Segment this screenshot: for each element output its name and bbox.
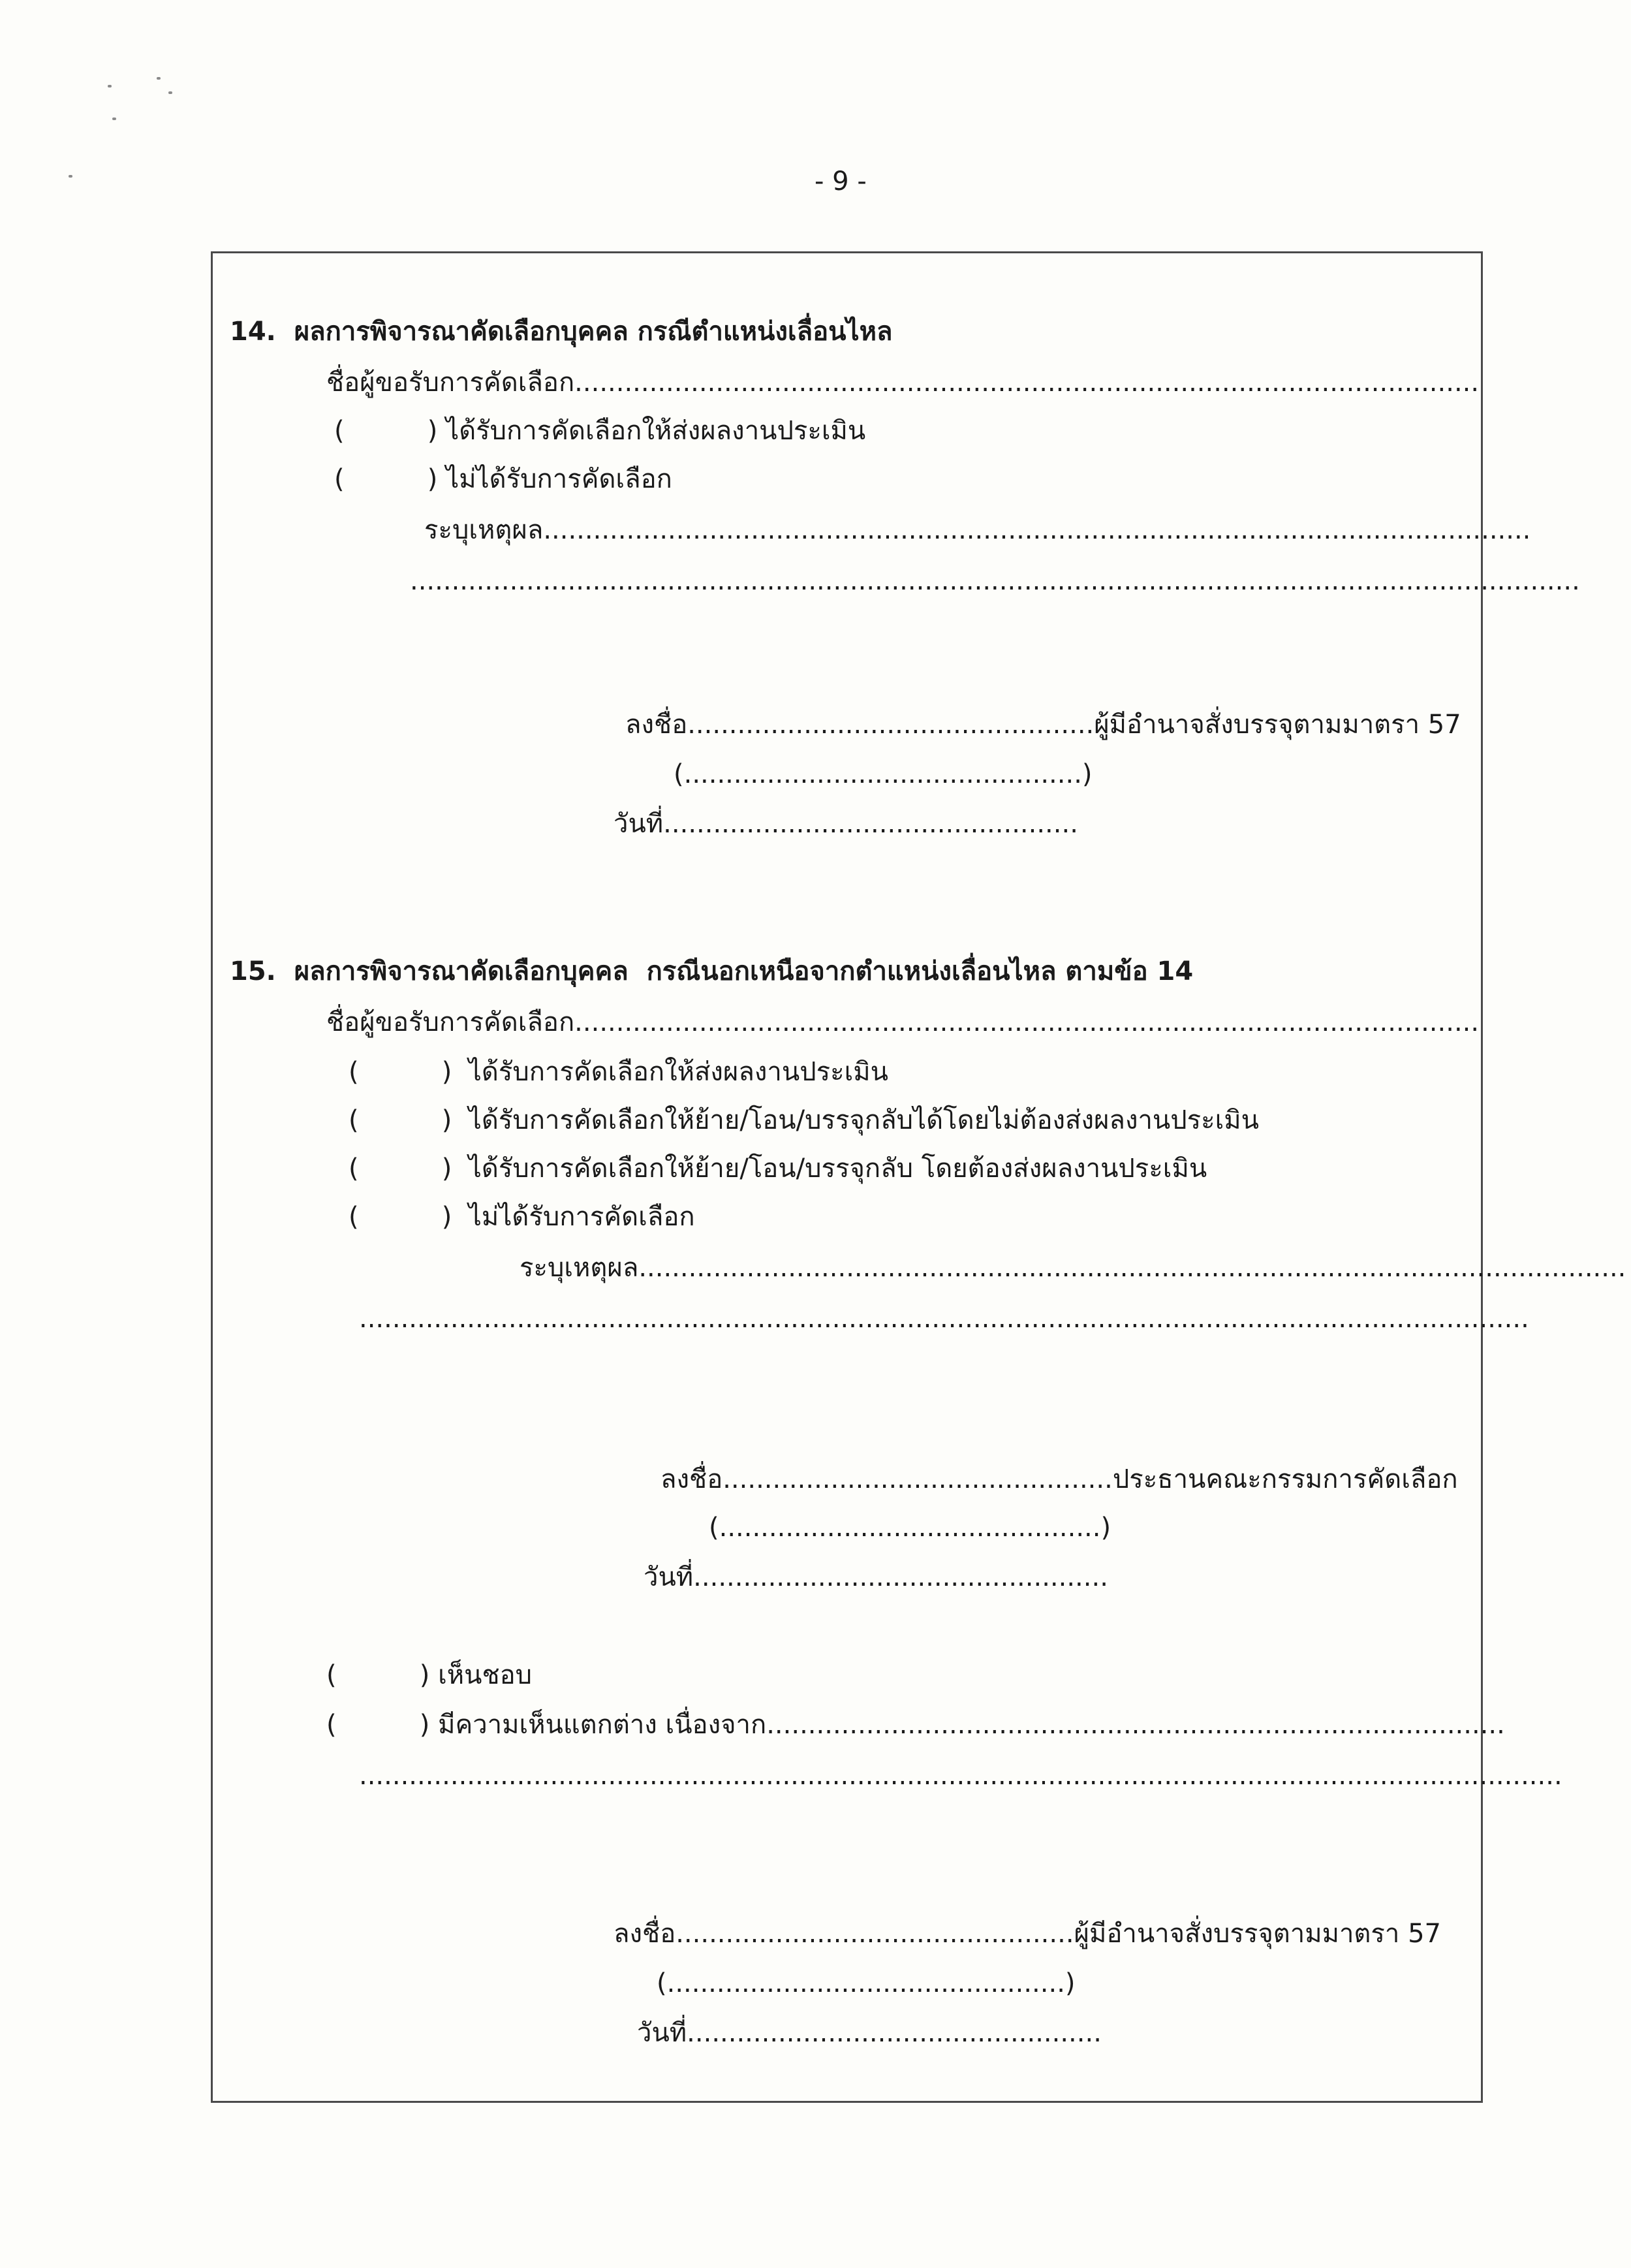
scan-speck <box>69 175 72 178</box>
committee-chair-name: (..............................................) <box>709 1513 1111 1543</box>
agree-option: ( ) เห็นชอบ <box>326 1660 533 1690</box>
section-14-option-selected: ( ) ได้รับการคัดเลือกให้ส่งผลงานประเมิน <box>334 416 866 446</box>
scan-speck <box>157 77 161 80</box>
committee-chair-date: วันที่.................................................. <box>644 1562 1108 1592</box>
scan-speck <box>112 118 116 120</box>
section-15-heading: 15. ผลการพิจารณาคัดเลือกบุคคล กรณีนอกเหนือจากตำแหน่งเลื่อนไหล ตามข้อ 14 <box>230 956 1194 986</box>
authority-date: วันที่.................................................. <box>637 2018 1102 2048</box>
section-14-reason-continuation: ............................................................................................................................................. <box>410 566 1580 596</box>
section-15-reason-continuation: ............................................................................................................................................. <box>359 1304 1529 1334</box>
section-15-option: ( ) ได้รับการคัดเลือกให้ย้าย/โอน/บรรจุกลับ โดยต้องส่งผลงานประเมิน <box>349 1154 1207 1184</box>
page-number: - 9 - <box>815 166 867 197</box>
section-14-applicant-field: ชื่อผู้ขอรับการคัดเลือก............................................................................................................. <box>326 368 1480 398</box>
section-14-heading: 14. ผลการพิจารณาคัดเลือกบุคคล กรณีตำแหน่งเลื่อนไหล <box>230 317 893 347</box>
disagree-continuation: ................................................................................................................................................. <box>359 1761 1562 1791</box>
section-14-signature: ลงชื่อ.................................................ผู้มีอำนาจสั่งบรรจุตามมาตรา 57 <box>625 710 1461 740</box>
scan-speck <box>108 85 112 87</box>
disagree-option: ( ) มีความเห็นแตกต่าง เนื่องจาก......................................................................................... <box>326 1710 1505 1740</box>
committee-chair-signature: ลงชื่อ...............................................ประธานคณะกรรมการคัดเลือก <box>660 1464 1458 1494</box>
section-14-reason-field: ระบุเหตุผล....................................................................................................................... <box>424 515 1531 545</box>
section-15-option: ( ) ได้รับการคัดเลือกให้ย้าย/โอน/บรรจุกลับได้โดยไม่ต้องส่งผลงานประเมิน <box>349 1105 1260 1135</box>
section-14-option-not-selected: ( ) ไม่ได้รับการคัดเลือก <box>334 464 672 494</box>
section-14-date: วันที่.................................................. <box>614 809 1078 839</box>
authority-signature: ลงชื่อ................................................ผู้มีอำนาจสั่งบรรจุตามมาตรา 57 <box>614 1919 1441 1949</box>
section-15-reason-field: ระบุเหตุผล....................................................................................................................... <box>520 1253 1626 1283</box>
section-15-applicant-field: ชื่อผู้ขอรับการคัดเลือก............................................................................................................. <box>326 1007 1480 1037</box>
scan-speck <box>168 91 172 94</box>
section-15-option: ( ) ไม่ได้รับการคัดเลือก <box>349 1202 695 1232</box>
authority-name: (................................................) <box>657 1968 1076 1998</box>
section-15-option: ( ) ได้รับการคัดเลือกให้ส่งผลงานประเมิน <box>349 1057 888 1087</box>
section-14-signer-name: (................................................) <box>674 759 1093 789</box>
